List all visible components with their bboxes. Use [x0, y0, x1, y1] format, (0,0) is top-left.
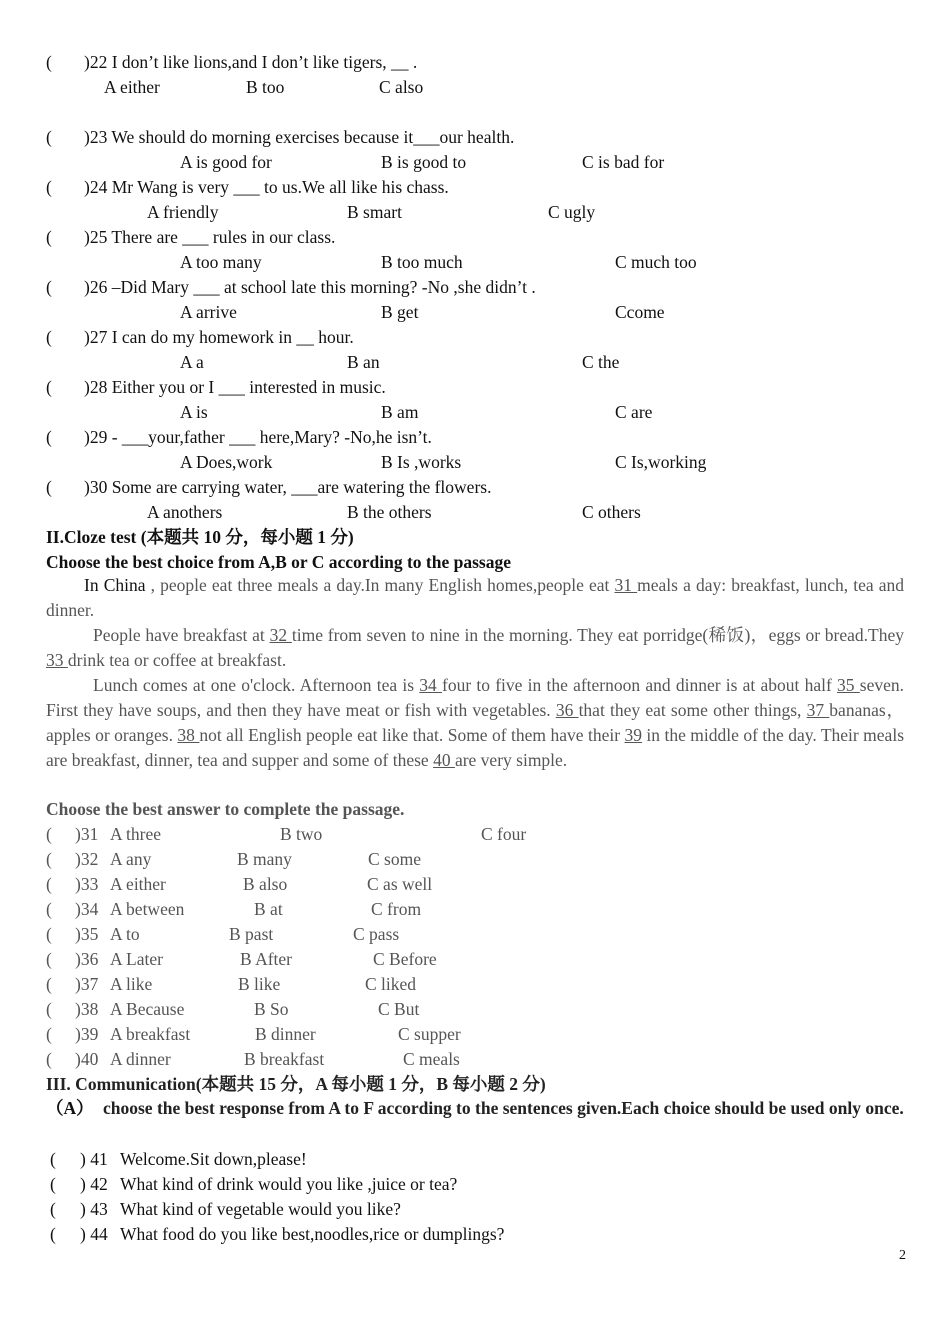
cloze-option: B After — [240, 949, 293, 969]
mcq-option: Ccome — [615, 302, 665, 322]
cloze-item-number: )32 — [75, 849, 99, 869]
comm-item-text: What food do you like best,noodles,rice or dumplings? — [120, 1224, 505, 1244]
comm-item-text: What kind of drink would you like ,juice or tea? — [120, 1174, 458, 1194]
passage-text: , people eat three meals a day.In many English homes,people eat — [145, 575, 615, 595]
mcq-question: )28 Either you or I ___ interested in music. — [84, 377, 386, 397]
passage-text: four to five in the afternoon and dinner is at about half — [442, 675, 838, 695]
cloze-option: C four — [481, 824, 527, 844]
mcq-question: )23 We should do morning exercises because it___our health. — [84, 127, 515, 147]
mcq-option: A Does,work — [180, 452, 273, 472]
passage-text: in the middle of the day. Their meals are breakfast, dinner, tea and supper and some of these — [46, 725, 904, 770]
mcq-paren: ( — [46, 377, 52, 397]
mcq-option: B get — [381, 302, 419, 322]
passage-text: Lunch comes at one o'clock. Afternoon tea is — [93, 675, 420, 695]
mcq-option: C much too — [615, 252, 697, 272]
mcq-paren: ( — [46, 227, 52, 247]
passage-paragraph-3 — [46, 673, 904, 773]
mcq-option: B the others — [347, 502, 432, 522]
cloze-option: C meals — [403, 1049, 460, 1069]
blank-39: 39 — [624, 725, 642, 745]
mcq-option: A either — [104, 77, 160, 97]
cloze-option: A Because — [110, 999, 185, 1019]
cloze-item-number: )34 — [75, 899, 99, 919]
cloze-option: B dinner — [255, 1024, 316, 1044]
communication-heading: III. Communication(本题共 15 分，A 每小题 1 分，B 每小题 2 分) — [46, 1074, 546, 1094]
cloze-item-number: )35 — [75, 924, 99, 944]
passage-text: are very simple. — [454, 750, 568, 770]
cloze-paren: ( — [46, 1049, 52, 1069]
mcq-option: C the — [582, 352, 620, 372]
cloze-option: C from — [371, 899, 422, 919]
cloze-paren: ( — [46, 899, 52, 919]
cloze-option: A dinner — [110, 1049, 171, 1069]
mcq-option: A too many — [180, 252, 262, 272]
mcq-paren: ( — [46, 277, 52, 297]
cloze-paren: ( — [46, 824, 52, 844]
cloze-option: B breakfast — [244, 1049, 325, 1069]
passage-text: not all English people eat like that. Some of them have their — [199, 725, 625, 745]
comm-paren: ( — [50, 1149, 56, 1169]
cloze-paren: ( — [46, 999, 52, 1019]
cloze-item-number: )37 — [75, 974, 99, 994]
comm-item-text: What kind of vegetable would you like? — [120, 1199, 401, 1219]
blank-36: 36 — [555, 700, 579, 720]
passage-text: drink tea or coffee at breakfast. — [67, 650, 287, 670]
cloze-option: C pass — [353, 924, 400, 944]
mcq-option: A is — [180, 402, 208, 422]
mcq-paren: ( — [46, 327, 52, 347]
mcq-paren: ( — [46, 127, 52, 147]
cloze-paren: ( — [46, 949, 52, 969]
cloze-option: C as well — [367, 874, 433, 894]
blank-32: 32 — [269, 625, 292, 645]
cloze-option: A either — [110, 874, 166, 894]
cloze-option: A like — [110, 974, 153, 994]
cloze-option: B also — [243, 874, 288, 894]
comm-paren: ( — [50, 1174, 56, 1194]
comm-item-number: ) 42 — [80, 1174, 108, 1194]
mcq-option: A is good for — [180, 152, 272, 172]
comm-paren: ( — [50, 1224, 56, 1244]
blank-31: 31 — [614, 575, 638, 595]
mcq-question: )30 Some are carrying water, ___are watering the flowers. — [84, 477, 492, 497]
cloze-option: B So — [254, 999, 289, 1019]
cloze-option: C supper — [398, 1024, 461, 1044]
answer-heading: Choose the best answer to complete the passage. — [46, 799, 405, 819]
mcq-option: C also — [379, 77, 424, 97]
cloze-item-number: )36 — [75, 949, 99, 969]
mcq-paren: ( — [46, 52, 52, 72]
cloze-option: C some — [368, 849, 421, 869]
mcq-option: A friendly — [147, 202, 219, 222]
part-a-label: （A） — [46, 1098, 94, 1118]
passage-paragraph-2 — [46, 623, 904, 673]
mcq-question: )22 I don’t like lions,and I don’t like tigers, __ . — [84, 52, 418, 72]
mcq-question: )25 There are ___ rules in our class. — [84, 227, 336, 247]
cloze-heading: II.Cloze test (本题共 10 分，每小题 1 分) — [46, 527, 354, 547]
cloze-option: B past — [229, 924, 274, 944]
cloze-paren: ( — [46, 849, 52, 869]
comm-item-number: ) 43 — [80, 1199, 108, 1219]
mcq-option: C others — [582, 502, 641, 522]
cloze-paren: ( — [46, 874, 52, 894]
cloze-option: A between — [110, 899, 185, 919]
mcq-option: B Is ,works — [381, 452, 462, 472]
cloze-option: A three — [110, 824, 162, 844]
cloze-option: A Later — [110, 949, 163, 969]
cloze-item-number: )31 — [75, 824, 99, 844]
mcq-paren: ( — [46, 477, 52, 497]
cloze-item-number: )40 — [75, 1049, 99, 1069]
passage-paragraph-1 — [46, 573, 904, 623]
mcq-option: A arrive — [180, 302, 237, 322]
passage-text: meals a day: breakfast, lunch, tea and dinner. — [46, 575, 905, 620]
cloze-option: B at — [254, 899, 283, 919]
passage-text: time from seven to nine in the morning. They eat porridge(稀饭)，eggs or bread.They — [291, 625, 905, 645]
passage-text: bananas，apples or oranges. — [46, 700, 904, 745]
cloze-option: A breakfast — [110, 1024, 191, 1044]
passage-text: seven. First they have soups, and then they have meat or fish with vegetables. — [46, 675, 905, 720]
mcq-option: A a — [180, 352, 204, 372]
mcq-paren: ( — [46, 177, 52, 197]
passage-text: People have breakfast at — [93, 625, 270, 645]
part-a-instruction — [46, 1096, 906, 1121]
cloze-item-number: )39 — [75, 1024, 99, 1044]
blank-33: 33 — [46, 650, 68, 670]
cloze-option: C liked — [365, 974, 417, 994]
cloze-option: B like — [238, 974, 281, 994]
mcq-option: C are — [615, 402, 653, 422]
mcq-option: B smart — [347, 202, 402, 222]
mcq-option: B am — [381, 402, 419, 422]
mcq-option: B too — [246, 77, 285, 97]
passage-lead: In China — [84, 575, 146, 595]
comm-item-number: ) 41 — [80, 1149, 108, 1169]
mcq-option: C Is,working — [615, 452, 707, 472]
cloze-option: C But — [378, 999, 420, 1019]
cloze-instruction: Choose the best choice from A,B or C according to the passage — [46, 552, 512, 572]
mcq-option: B an — [347, 352, 380, 372]
mcq-option: C ugly — [548, 202, 596, 222]
part-a-text: choose the best response from A to F according to the sentences given.Each choice should be used only once. — [103, 1098, 904, 1118]
cloze-option: B two — [280, 824, 323, 844]
blank-35: 35 — [837, 675, 860, 695]
blank-38: 38 — [177, 725, 200, 745]
blank-34: 34 — [419, 675, 443, 695]
cloze-paren: ( — [46, 1024, 52, 1044]
cloze-option: B many — [237, 849, 292, 869]
mcq-option: C is bad for — [582, 152, 665, 172]
blank-40: 40 — [433, 750, 455, 770]
comm-item-text: Welcome.Sit down,please! — [120, 1149, 307, 1169]
comm-item-number: ) 44 — [80, 1224, 108, 1244]
blank-37: 37 — [806, 700, 830, 720]
passage-text: that they eat some other things, — [578, 700, 807, 720]
cloze-option: C Before — [373, 949, 437, 969]
cloze-item-number: )33 — [75, 874, 99, 894]
mcq-option: B is good to — [381, 152, 467, 172]
mcq-question: )27 I can do my homework in __ hour. — [84, 327, 354, 347]
mcq-question: )24 Mr Wang is very ___ to us.We all like his chass. — [84, 177, 449, 197]
mcq-paren: ( — [46, 427, 52, 447]
mcq-question: )29 - ___your,father ___ here,Mary? -No,he isn’t. — [84, 427, 432, 447]
cloze-option: A to — [110, 924, 140, 944]
cloze-option: A any — [110, 849, 152, 869]
mcq-option: B too much — [381, 252, 463, 272]
cloze-paren: ( — [46, 974, 52, 994]
mcq-question: )26 –Did Mary ___ at school late this morning? -No ,she didn’t . — [84, 277, 536, 297]
cloze-paren: ( — [46, 924, 52, 944]
cloze-item-number: )38 — [75, 999, 99, 1019]
comm-paren: ( — [50, 1199, 56, 1219]
mcq-option: A anothers — [147, 502, 223, 522]
page-number: 2 — [899, 1248, 906, 1263]
